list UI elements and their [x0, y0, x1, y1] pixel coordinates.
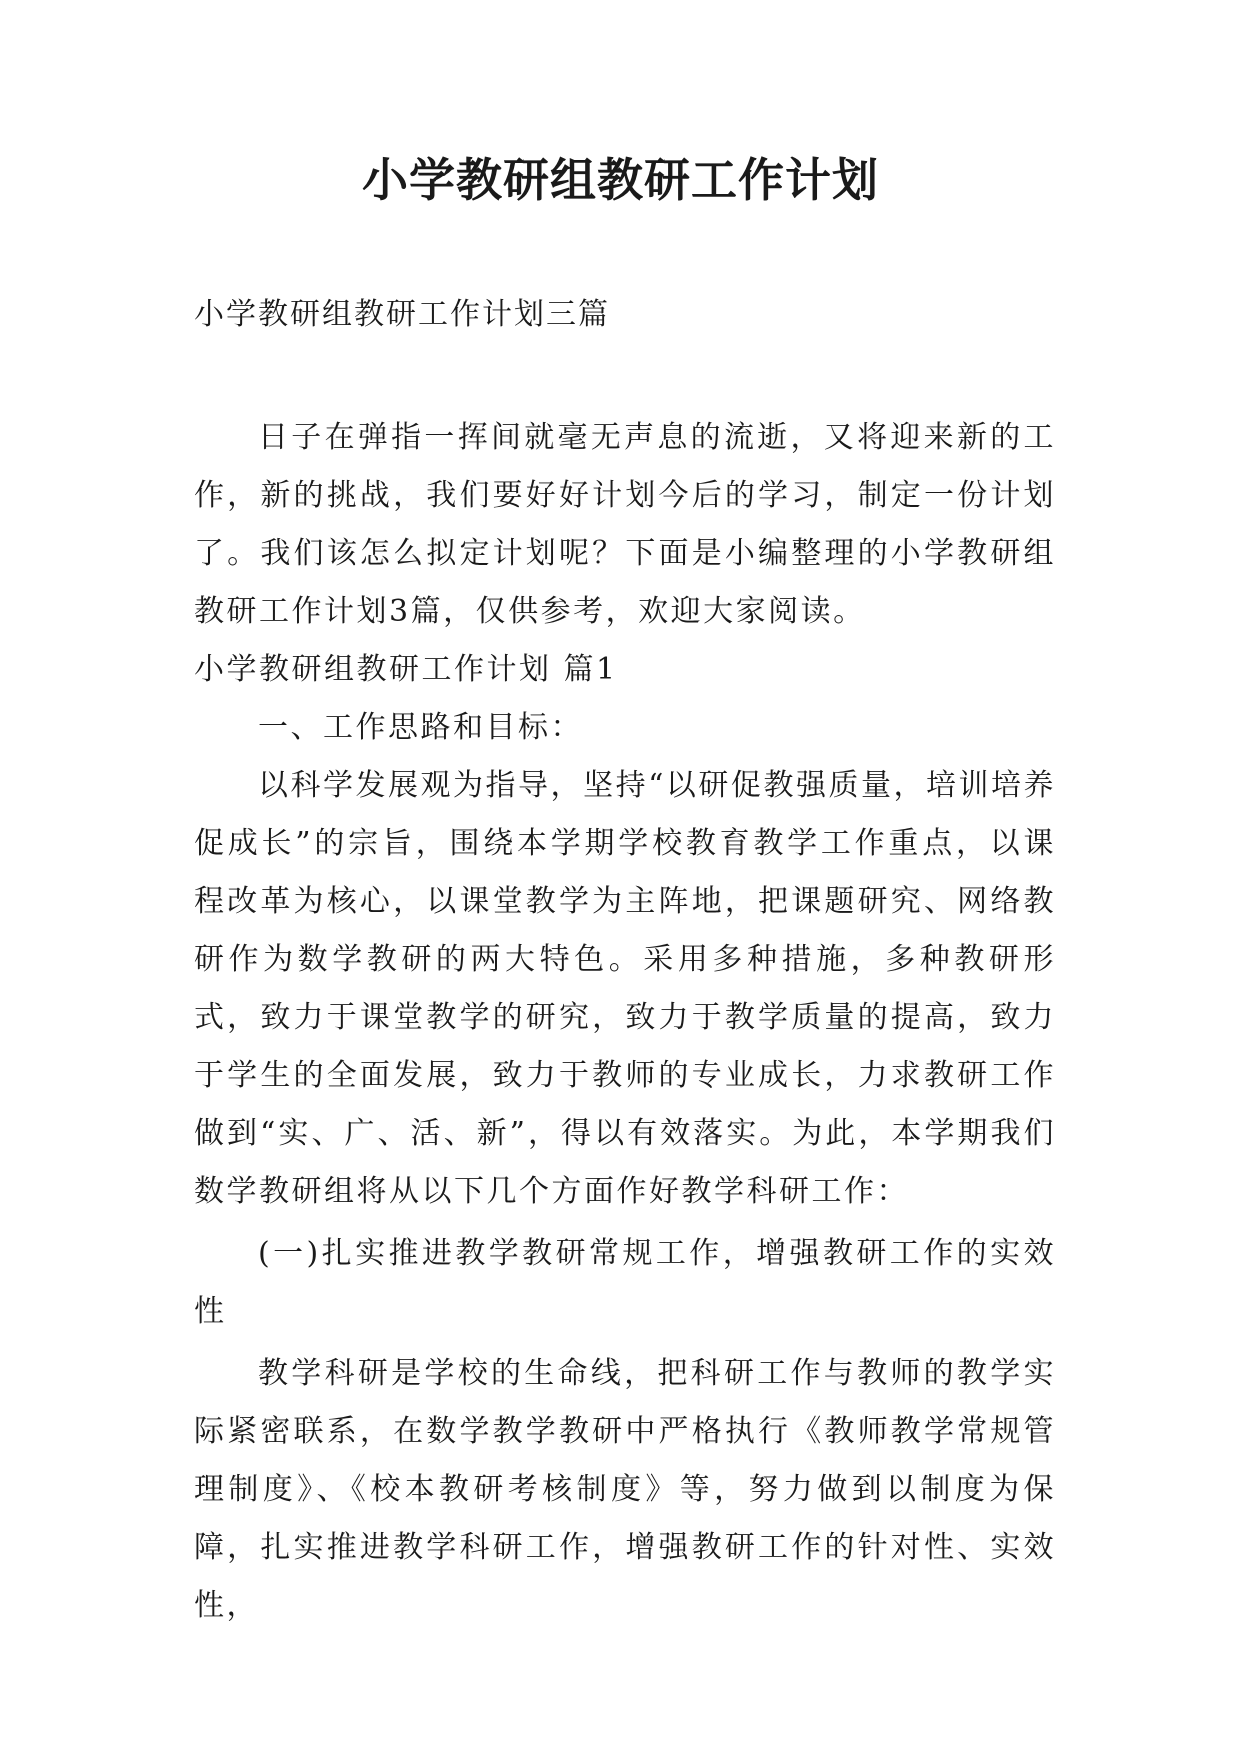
- subsection-heading: 一、工作思路和目标：: [258, 710, 583, 745]
- body-paragraph: 教学科研是学校的生命线，把科研工作与教师的教学实际紧密联系，在数学教学教研中严格执行《教师教学常规管理制度》、《校本教研考核制度》等，努力做到以制度为保障，扎实推进教学科研工作，增强教研工作的针对性、实效性，: [194, 1356, 1056, 1623]
- document-title: 小学教研组教研工作计划: [362, 153, 879, 207]
- document-subtitle: 小学教研组教研工作计划三篇: [194, 297, 610, 332]
- item-heading: (一)扎实推进教学教研常规工作，增强教研工作的实效性: [194, 1236, 1056, 1329]
- intro-paragraph: 日子在弹指一挥间就毫无声息的流逝，又将迎来新的工作，新的挑战，我们要好好计划今后的学习，制定一份计划了。我们该怎么拟定计划呢？下面是小编整理的小学教研组教研工作计划3篇，仅供参考，欢迎大家阅读。: [194, 420, 1056, 629]
- section-heading: 小学教研组教研工作计划 篇1: [194, 652, 618, 687]
- body-paragraph: 以科学发展观为指导，坚持“以研促教强质量，培训培养促成长”的宗旨，围绕本学期学校教育教学工作重点，以课程改革为核心，以课堂教学为主阵地，把课题研究、网络教研作为数学教研的两大特色。采用多种措施，多种教研形式，致力于课堂教学的研究，致力于教学质量的提高，致力于学生的全面发展，致力于教师的专业成长，力求教研工作做到“实、广、活、新”，得以有效落实。为此，本学期我们数学教研组将从以下几个方面作好教学科研工作：: [194, 768, 1056, 1209]
- document-body: [194, 409, 1056, 1635]
